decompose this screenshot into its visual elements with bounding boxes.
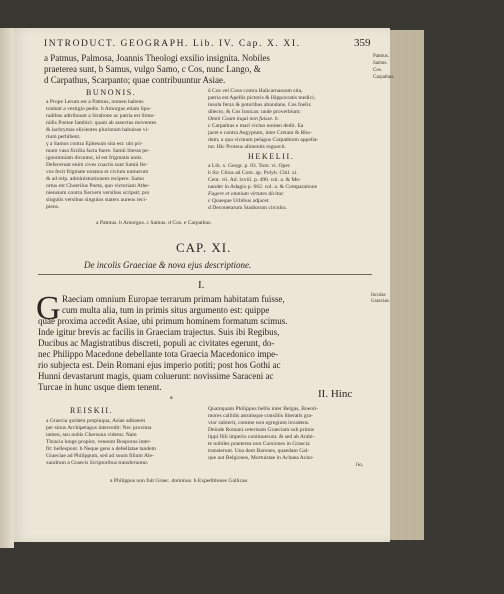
commentary-line: Graeciae ad Philippum, sed ad suum filium Ale- xyxy=(46,453,154,459)
commentary-note: Fugere et omnium virtutes dicitur. xyxy=(208,191,285,197)
running-title: INTRODUCT. GEOGRAPH. Lib. IV. Cap. X. XI. xyxy=(44,39,301,49)
commentary-line: patria est Apellis pictoris & Hippocratis medici; xyxy=(208,95,316,101)
commentary-line: piens. xyxy=(46,204,60,210)
commentary-line: fit: hellespont. b Neque gens a debellatae tandem xyxy=(46,446,156,452)
commentary-line: jacet e contra Aegyptum, inter Cretam & Rho- xyxy=(208,130,312,136)
body-line: Hunni devastarunt magis, quam coluerunt: novissime Saraceni ac xyxy=(38,371,274,381)
commentary-heading: REISKII. xyxy=(70,406,114,415)
body-line: Inde igitur brevis ac facilis in Graeciam trajectus. Suis ibi Regibus, xyxy=(38,327,280,337)
margin-note: Cos. xyxy=(373,68,383,73)
body-line: rio subjecta est. Dein Romani ejus imperio potiti; post hos Gothi ac xyxy=(38,360,281,370)
body-line: Raeciam omnium Europae terrarum primam habitatam fuisse, xyxy=(62,294,285,304)
commentary-line: ε Carpathus e mari vicino nomen dedit. Ea xyxy=(208,123,304,129)
body-line: cum multa alia, tum in primis situs argumento est: quippe xyxy=(62,305,270,315)
margin-note: Carpathus. xyxy=(373,75,395,80)
page-number: 359 xyxy=(354,37,371,49)
commentary-line: Defecerunt enim cives coactis sunt Samii fer- xyxy=(46,162,148,168)
divider xyxy=(38,274,372,275)
commentary-line: a Prope Lerum est a Patmus, nomen habens xyxy=(46,99,144,105)
commentary-line: Quamquam Philippus bellis inter Belgas, Boeoti- xyxy=(208,406,318,412)
commentary-heading: BUNONIS. xyxy=(86,88,137,97)
commentary-line: radibus adtribuunt a Strabone ac patria est Simo- xyxy=(46,113,156,119)
commentary-line: rium perhibent. xyxy=(46,134,81,140)
commentary-line: dilecto, & Cos Ionicas: unde proverbium: xyxy=(208,109,301,115)
commentary-line: per sinus Archipelagus intercedit: Nec proxima xyxy=(46,425,152,431)
commentary-line: vos fecit frigmate notatos et civium numerum xyxy=(46,169,149,175)
body-line: nec Philippo Macedone debellante tota Graecia Macedonico impe- xyxy=(38,349,279,359)
commentary-line: te nobiles praeterea non Cursiones in Graecia xyxy=(208,441,310,447)
intro-line: a Patmus, Palmosa, Joannis Theologi exsilio insignita. Nobiles xyxy=(44,53,270,63)
commentary-line: tamen, seu nobis Chersona videtur. Nam xyxy=(46,432,137,438)
intro-line: d Carpathus, Scarpanto; quae contribuuntur Asiae. xyxy=(44,75,226,85)
commentary-line: tur. Hic Proteus alimentis regnavit. xyxy=(208,144,286,150)
footnote-line: a Patmus. b Amorgus. c Samus. d Cos. e Carpathus. xyxy=(96,220,212,226)
commentary-line: mum vasa fictilia facta fuere. Samii literas pe- xyxy=(46,148,150,154)
commentary-line: ortus est Choerilus Poeta, quo victoriam Athe- xyxy=(46,183,150,189)
commentary-line: & ad reip. administrationem recipere. Samo xyxy=(46,176,145,182)
commentary-line: singulis versibus singulos staters aureos reci- xyxy=(46,197,147,203)
commentary-line: lippi filii imperio continuerunt. & sed ab Arabi- xyxy=(208,434,315,440)
commentary-line: a Graecia quidem propinqua, Asiae adhaeret xyxy=(46,418,146,424)
commentary-note: b Sic Chius ad Com. ap. Polyb. Chil. xi. xyxy=(208,170,298,176)
chapter-title: CAP. XI. xyxy=(176,240,232,255)
footnote-mark: a xyxy=(170,395,173,401)
commentary-line: δ Cos vel Cous contra Halicarnassum sita, xyxy=(208,88,303,94)
commentary-line: vior subierit, comme non egregium invadens. xyxy=(208,420,310,426)
commentary-line: xandrum a Graecis Scriptoribus transferuntur. xyxy=(46,460,149,466)
commentary-line: lio, xyxy=(356,462,364,468)
margin-note: Incolae Graeciae. xyxy=(371,293,391,304)
commentary-heading: HEKELII. xyxy=(248,152,295,161)
commentary-line: niensium contra Xerxem versibus scripsit; pro xyxy=(46,190,150,196)
chapter-subtitle: De incolis Graeciae & nova ejus descriptione. xyxy=(84,260,252,270)
commentary-line: ignominiam dicuntur, id est frigmatis notis. xyxy=(46,155,143,161)
commentary-line: & lachrymas elicientes plurimum habuisse vi- xyxy=(46,127,149,133)
commentary-note: nander in Adagio p. 662. col. a. & Comparatione xyxy=(208,184,318,190)
body-line: quae proxima accedit Asiae, ubi primum hominem formatum scimus. xyxy=(38,316,288,326)
body-line: Turcae in hunc usque diem tenent. xyxy=(38,382,162,392)
commentary-line: insula ferax & potoribus abundans. Cos foelix xyxy=(208,102,312,108)
commentary-line: que aut Belgiones, Mortuistae in Achaea Acho- xyxy=(208,455,314,461)
facing-page-edge xyxy=(0,28,14,548)
section-number: I. xyxy=(198,279,205,291)
commentary-line: dum; a qua vicinum pelagus Carpathium appella- xyxy=(208,137,319,143)
commentary-line: tradunt a vestigio pedis. b Amorgus etiam Spo- xyxy=(46,106,152,112)
commentary-line: Omni Coum inqui non fuisse. b. xyxy=(208,116,280,122)
book-fore-edge xyxy=(390,30,424,540)
commentary-line: nidis Poetae Iambici: quam ab assectus moventes xyxy=(46,120,157,126)
commentary-line: Thracia longe propior, veneunt Bosporus inter- xyxy=(46,439,151,445)
commentary-line: transierunt. Una dent Barones, quaedam Gal- xyxy=(208,448,310,454)
commentary-note: Cent. vii. Ad. lxviii. p. 490. col. a. & Me- xyxy=(208,177,301,183)
commentary-line: Deinde Romani ceterisam Graeciam sub primis xyxy=(208,427,315,433)
commentary-line: mores callidis astutisque consiliis liberatis gra- xyxy=(208,413,313,419)
commentary-note: a Lib. x. Geogr. p. 83. Tom. vi. Oper. xyxy=(208,163,291,169)
body-line: Ducibus ac Magistratibus discreti, populi ac civitates egerunt, do- xyxy=(38,338,275,348)
drop-cap: G xyxy=(36,290,61,327)
commentary-note: d Deconetarum Stadiorum circuitu. xyxy=(208,205,287,211)
commentary-note: c Quaeque Urbibus adjacet. xyxy=(208,198,270,204)
intro-line: praeterea sunt, b Samus, vulgo Samo, c Cos, nunc Lango, & xyxy=(44,64,261,74)
next-section: II. Hinc xyxy=(318,388,353,400)
margin-note: Patmus. xyxy=(373,54,389,59)
footnote-line: a Philippus non fuit Graec. dominus. b Expeditiones Gallicae. xyxy=(110,478,249,484)
margin-note: Samus. xyxy=(373,61,388,66)
commentary-line: γ a Samus contra Ephesum sita est: ubi pri- xyxy=(46,141,143,147)
